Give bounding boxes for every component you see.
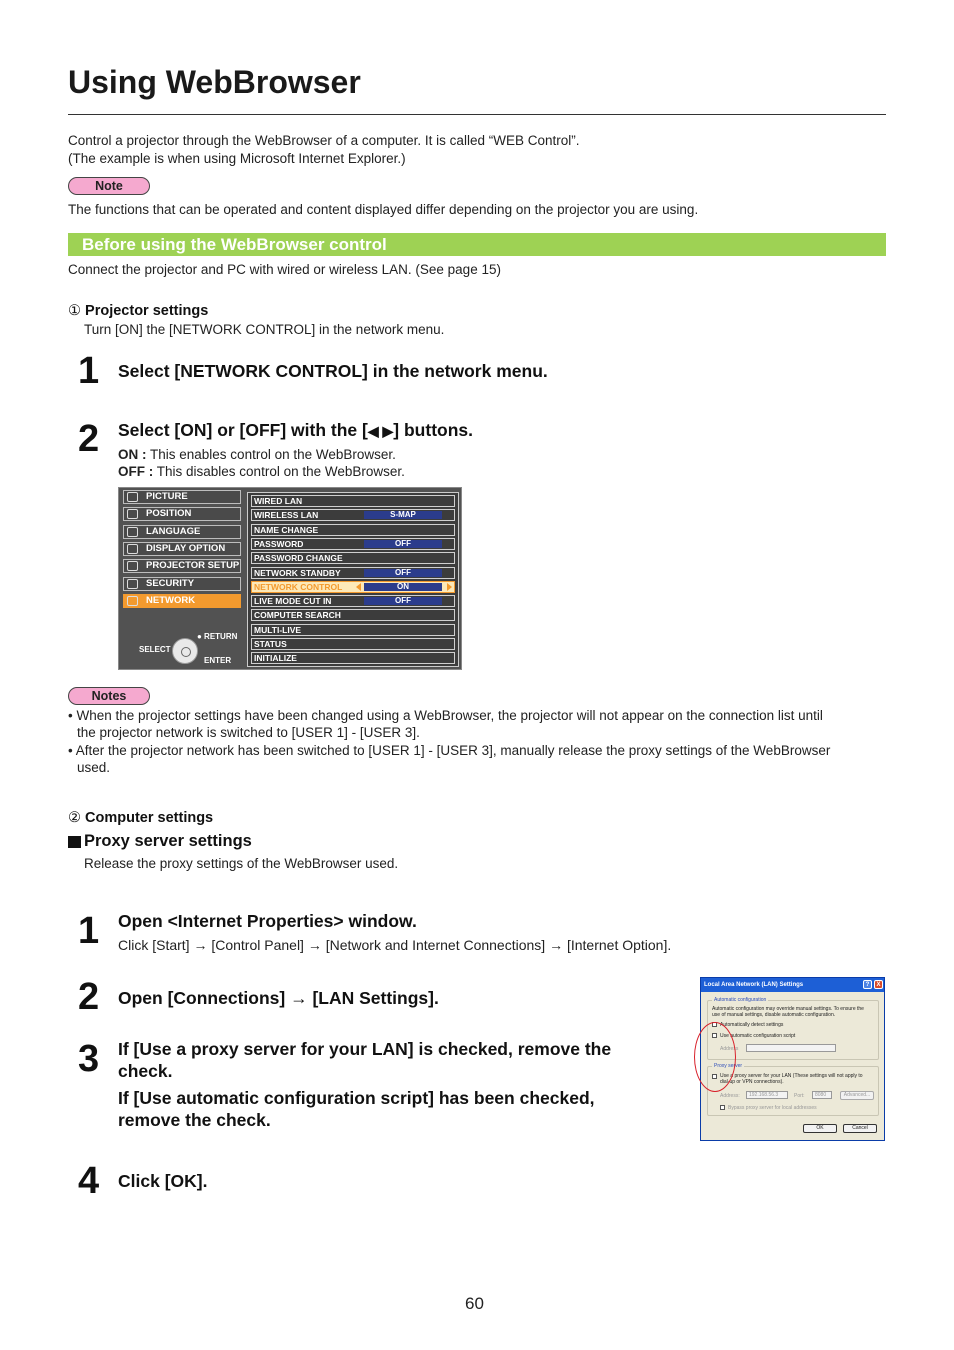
network-submenu bbox=[247, 492, 459, 667]
submenu-item-multi-live[interactable] bbox=[251, 624, 455, 636]
step-number: 4 bbox=[78, 1160, 100, 1202]
step-number: 2 bbox=[78, 418, 100, 460]
arrow-left-icon[interactable] bbox=[356, 583, 361, 591]
section-header: Before using the WebBrowser control bbox=[68, 233, 886, 256]
nav-enter-label: ENTER bbox=[204, 656, 232, 665]
step-heading: Click [OK]. bbox=[118, 1171, 208, 1191]
section-intro: Connect the projector and PC with wired or wireless LAN. (See page 15) bbox=[68, 262, 501, 277]
menu-item-label: POSITION bbox=[146, 508, 192, 520]
submenu-item-computer-search[interactable] bbox=[251, 609, 455, 621]
proxy-address-input[interactable]: 192.168.56.3 bbox=[746, 1091, 788, 1099]
left-right-arrows-icon: ◀ ▶ bbox=[367, 423, 394, 439]
bypass-label: Bypass proxy server for local addresses bbox=[728, 1105, 817, 1111]
ok-button[interactable]: OK bbox=[803, 1124, 837, 1133]
circled-number-marker: ② bbox=[68, 810, 81, 826]
notes-item: • After the projector network has been switched to [USER 1] - [USER 3], manually release the proxy settings of the WebBrowser bbox=[68, 743, 831, 758]
nav-select-label: SELECT bbox=[139, 645, 171, 654]
proxy-text: Release the proxy settings of the WebBrowser used. bbox=[84, 856, 399, 871]
submenu-item-label: INITIALIZE bbox=[254, 653, 297, 664]
submenu-item-value: OFF bbox=[364, 597, 442, 605]
use-proxy-label: dial-up or VPN connections). bbox=[720, 1079, 784, 1085]
step-detail: Click [Start] → [Control Panel] → [Network and Internet Connections] → [Internet Option]. bbox=[118, 937, 672, 953]
submenu-item-label: PASSWORD CHANGE bbox=[254, 553, 343, 564]
key-icon bbox=[127, 579, 138, 589]
picture-icon bbox=[127, 492, 138, 502]
arrow-right-icon[interactable] bbox=[447, 583, 452, 591]
notes-item: • When the projector settings have been changed using a WebBrowser, the projector will not appear on the connection list until bbox=[68, 708, 823, 723]
circled-number-marker: ① bbox=[68, 303, 81, 319]
bypass-checkbox[interactable] bbox=[720, 1105, 725, 1110]
submenu-item-label: NETWORK CONTROL bbox=[254, 581, 343, 592]
on-description bbox=[118, 446, 396, 463]
auto-config-desc: Automatic configuration may override manual settings. To ensure the bbox=[712, 1006, 864, 1012]
square-bullet-icon bbox=[68, 836, 81, 848]
page-title: Using WebBrowser bbox=[68, 64, 361, 100]
auto-config-label: Automatic configuration bbox=[714, 997, 767, 1003]
close-icon[interactable]: X bbox=[874, 980, 883, 989]
script-address-input[interactable] bbox=[746, 1044, 836, 1052]
auto-config-desc: use of manual settings, disable automatic configuration. bbox=[712, 1012, 836, 1018]
step-number: 3 bbox=[78, 1038, 100, 1080]
menu-item-label: LANGUAGE bbox=[146, 525, 201, 537]
menu-item-label: NETWORK bbox=[146, 594, 196, 606]
submenu-item-name-change[interactable] bbox=[251, 524, 455, 536]
menu-item-label: DISPLAY OPTION bbox=[146, 542, 226, 554]
notes-item: the projector network is switched to [USER 1] - [USER 3]. bbox=[77, 725, 420, 740]
menu-item-position[interactable] bbox=[123, 507, 241, 521]
intro-line-1: Control a projector through the WebBrowser of a computer. It is called “WEB Control”. bbox=[68, 133, 580, 148]
submenu-item-value: OFF bbox=[364, 540, 442, 548]
submenu-item-label: STATUS bbox=[254, 639, 287, 649]
submenu-item-status[interactable] bbox=[251, 638, 455, 650]
submenu-item-network-control[interactable] bbox=[251, 581, 455, 593]
submenu-item-label: WIRED LAN bbox=[254, 496, 303, 506]
auto-script-label: Use automatic configuration script bbox=[720, 1033, 796, 1039]
wrench-icon bbox=[127, 561, 138, 571]
note-text: The functions that can be operated and content displayed differ depending on the projector you are using. bbox=[68, 202, 699, 217]
menu-item-label: SECURITY bbox=[146, 577, 195, 589]
menu-item-network[interactable] bbox=[123, 594, 241, 608]
page-number: 60 bbox=[465, 1294, 484, 1313]
notes-badge: Notes bbox=[68, 687, 150, 705]
note-badge: Note bbox=[68, 177, 150, 195]
menu-item-picture[interactable] bbox=[123, 490, 241, 504]
nav-return-label: ● RETURN bbox=[197, 632, 238, 641]
proxy-group-label: Proxy server bbox=[714, 1063, 743, 1069]
step-heading-post: ] buttons. bbox=[393, 420, 473, 440]
cancel-button[interactable]: Cancel bbox=[843, 1124, 877, 1133]
submenu-item-network-standby[interactable] bbox=[251, 567, 455, 579]
submenu-item-value: OFF bbox=[364, 569, 442, 577]
on-text: This enables control on the WebBrowser. bbox=[150, 447, 396, 462]
menu-item-label: PROJECTOR SETUP bbox=[146, 560, 240, 572]
step-number: 1 bbox=[78, 910, 100, 952]
position-icon bbox=[127, 509, 138, 519]
proxy-port-input[interactable]: 8080 bbox=[812, 1091, 832, 1099]
submenu-item-label: NAME CHANGE bbox=[254, 524, 319, 535]
dialog-title: Local Area Network (LAN) Settings bbox=[704, 982, 804, 988]
submenu-item-label: COMPUTER SEARCH bbox=[254, 610, 341, 621]
computer-settings-heading bbox=[68, 810, 213, 826]
step-heading: Open <Internet Properties> window. bbox=[118, 911, 417, 931]
projector-menu-screenshot bbox=[118, 487, 462, 670]
help-icon[interactable]: ? bbox=[863, 980, 872, 989]
submenu-item-live-mode-cut-in[interactable] bbox=[251, 595, 455, 607]
projector-settings-title: Projector settings bbox=[85, 303, 209, 319]
step-heading: check. bbox=[118, 1061, 173, 1081]
display-option-icon bbox=[127, 544, 138, 554]
dialog-titlebar bbox=[701, 978, 884, 992]
proxy-address-label: Address: bbox=[720, 1093, 740, 1099]
menu-item-projector-setup[interactable] bbox=[123, 559, 241, 573]
submenu-item-wired-lan[interactable] bbox=[251, 495, 455, 507]
submenu-item-password-change[interactable] bbox=[251, 552, 455, 564]
use-proxy-label: Use a proxy server for your LAN (These settings will not apply to bbox=[720, 1073, 863, 1079]
submenu-item-label: PASSWORD bbox=[254, 538, 304, 549]
title-divider bbox=[68, 114, 886, 115]
submenu-item-value: ON bbox=[364, 583, 442, 591]
menu-item-language[interactable] bbox=[123, 525, 241, 539]
step-number: 2 bbox=[78, 976, 100, 1018]
projector-settings-heading bbox=[68, 303, 208, 319]
off-text: This disables control on the WebBrowser. bbox=[156, 464, 405, 479]
submenu-item-initialize[interactable] bbox=[251, 652, 455, 664]
auto-detect-label: Automatically detect settings bbox=[720, 1022, 784, 1028]
step-heading: remove the check. bbox=[118, 1110, 271, 1130]
submenu-item-password[interactable] bbox=[251, 538, 455, 550]
submenu-item-label: NETWORK STANDBY bbox=[254, 567, 341, 578]
menu-item-label: PICTURE bbox=[146, 491, 188, 502]
advanced-button[interactable]: Advanced... bbox=[840, 1091, 874, 1100]
globe-icon bbox=[127, 527, 138, 537]
navigation-pad-icon bbox=[172, 638, 198, 664]
computer-settings-title: Computer settings bbox=[85, 810, 214, 826]
address-label: Address bbox=[720, 1046, 739, 1052]
menu-item-security[interactable] bbox=[123, 577, 241, 591]
highlight-circle bbox=[694, 1022, 739, 1092]
proxy-port-label: Port: bbox=[794, 1093, 805, 1099]
off-description bbox=[118, 463, 405, 480]
step-heading: Select [NETWORK CONTROL] in the network menu. bbox=[118, 361, 548, 381]
step-heading-pre: Select [ON] or [OFF] with the [ bbox=[118, 420, 368, 440]
network-icon bbox=[127, 596, 138, 606]
step-heading: If [Use a proxy server for your LAN] is checked, remove the bbox=[118, 1039, 612, 1059]
on-label: ON : bbox=[118, 447, 147, 462]
step-heading bbox=[118, 419, 473, 442]
notes-item: used. bbox=[77, 760, 111, 775]
step-number: 1 bbox=[78, 350, 100, 392]
submenu-item-label: LIVE MODE CUT IN bbox=[254, 596, 332, 607]
projector-settings-text: Turn [ON] the [NETWORK CONTROL] in the network menu. bbox=[84, 322, 445, 337]
proxy-heading: Proxy server settings bbox=[84, 832, 252, 850]
step-heading: Open [Connections] → [LAN Settings]. bbox=[118, 988, 439, 1008]
step-heading: If [Use automatic configuration script] has been checked, bbox=[118, 1088, 595, 1108]
submenu-item-wireless-lan[interactable] bbox=[251, 509, 455, 521]
submenu-item-value: S-MAP bbox=[364, 511, 442, 519]
off-label: OFF : bbox=[118, 464, 154, 479]
menu-item-display-option[interactable] bbox=[123, 542, 241, 556]
intro-line-2: (The example is when using Microsoft Internet Explorer.) bbox=[68, 151, 406, 166]
submenu-item-label: WIRELESS LAN bbox=[254, 510, 319, 521]
submenu-item-label: MULTI-LIVE bbox=[254, 624, 302, 635]
